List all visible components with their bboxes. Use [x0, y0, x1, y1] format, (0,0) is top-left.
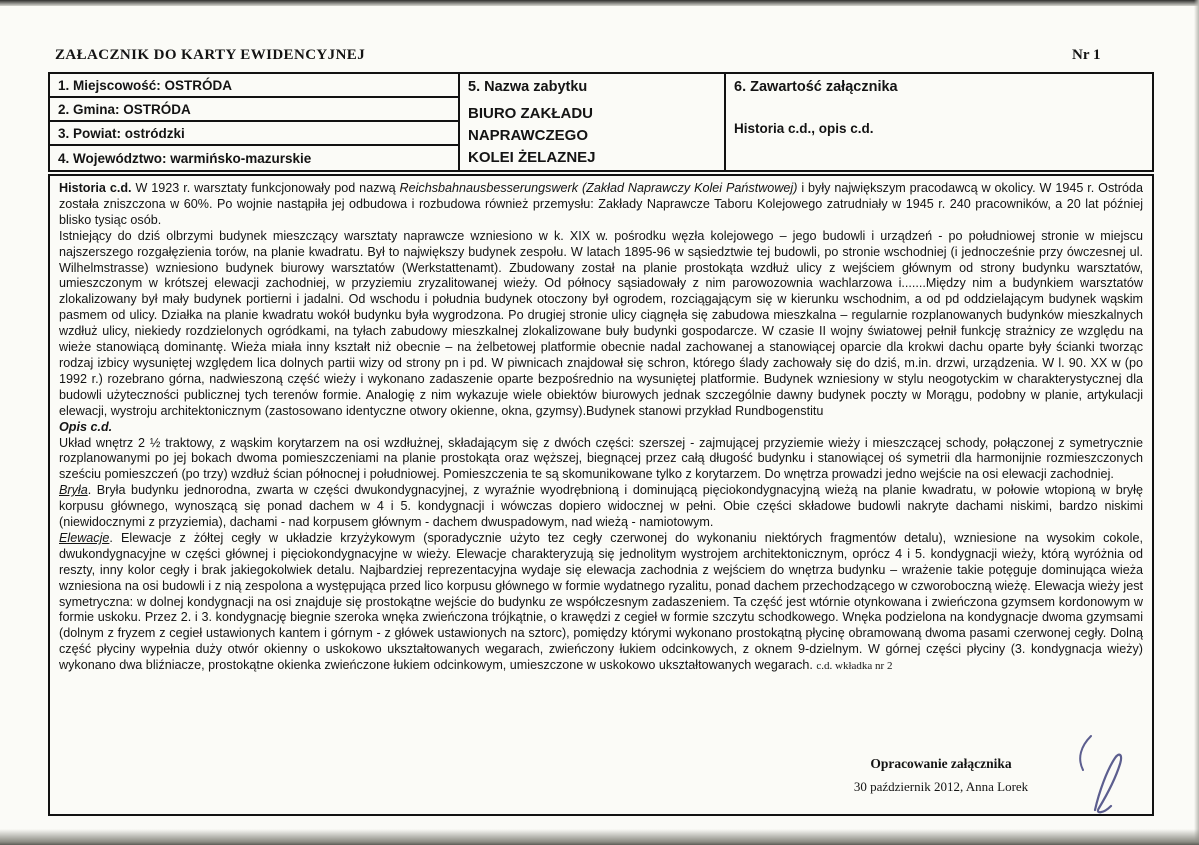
scan-edge-bottom — [0, 829, 1199, 845]
monument-cell — [460, 74, 726, 170]
signature-scribble — [1025, 732, 1135, 817]
body-box — [48, 174, 1154, 816]
text-segment: Elewacje — [59, 530, 110, 545]
text-segment: W 1923 r. warsztaty funkcjonowały pod nazwą — [131, 181, 400, 195]
monument-name-line1: BIURO ZAKŁADU NAPRAWCZEGO — [468, 105, 593, 144]
footer-label: Opracowanie załącznika — [870, 756, 1012, 771]
attachment-header: 6. Zawartość załącznika — [734, 79, 898, 95]
monument-name — [468, 103, 716, 169]
field-miejscowosc: 1. Miejscowość: OSTRÓDA — [50, 74, 460, 98]
paragraph — [59, 483, 1143, 531]
attachment-content: Historia c.d., opis c.d. — [734, 121, 874, 136]
text-segment: Bryła — [59, 483, 88, 498]
attachment-cell — [726, 74, 1152, 170]
text-segment: Istniejący do dziś olbrzymi budynek mieszczący warsztaty naprawcze wzniesiono w k. XIX w. pośrodku węzła kolejowego – jego budowli i urządzeń - po południowej stronie w miejscu najszerszego rozgałęzienia torów, na planie kwadratu. Był to największy budynek zespołu. W latach 1895-96 w sąsiedztwie tej budowli, po stronie wschodniej (i jednocześnie przy ówczesnej ul. Wilhelmstrasse) wzniesiono budynek biurowy warsztatów (Werkstattenamt). Zbudowany został na planie prostokąta wzdłuż ulicy z wejściem głównym od strony budynku warsztatów, umieszczonym w krótszej elewacji zachodniej, w przyziemiu zryzalitowanej wieży. Od północy sąsiadowały z nim parowozownia wachlarzowa i.......Między nim a budynkiem warsztatów zlokalizowany był mały budynek portierni i jadalni. Od wschodu i południa budynek otoczony był ogrodem, rozciągającym się w kierunku wschodnim, a od pd oddzielającym budynek wąskim pasmem od ulicy. Działka na planie kwadratu wokół budynku była wygrodzona. Po drugiej stronie ulicy ciągnęła się zabudowa mieszkalna – regularnie rozplanowanych budynków mieszkalnych wzdłuż ulicy, niekiedy rozdzielonych ogródkami, na tyłach zabudowy mieszkalnej zlokalizowane buły budynki gospodarcze. W czasie II wojny światowej pełnił funkcję strażnicy ze względu na wieże stanowiącą dominantę. Wieża miała inny kształt niż obecnie – na żelbetowej platformie obecnie nadal zachowanej a stanowiącej oparcie dla krokwi dachu oparte były ścianki tworząc rodzaj izbicy wysuniętej względem lica dolnych partii wizy od strony pn i pd. W piwnicach znajdował się schron, którego ślady zachowały się do dziś, m.in. drzwi, urządzenia. W l. 90. XX w (po 1992 r.) rozebrano górna, nadwieszoną część wieży i wykonano zadaszenie oparte bezpośrednio na wysuniętej platformie. Budynek wzniesiony w stylu neogotyckim w charakterystycznej dla budowli użyteczności publicznej tych terenów formie. Analogię z nim wykazuje wiele obiektów biurowych jednak szczególnie dawny budynek poczty w Morągu, podobny w planie, artykulacji elewacji, wystroju architektonicznym (zastosowano identyczne otwory okienne, okna, gzymsy).Budynek stanowi przykład Rundbogenstitu — [59, 228, 1143, 418]
field-wojewodztwo: 4. Województwo: warmińsko-mazurskie — [50, 146, 460, 170]
text-segment: Reichsbahnausbesserungswerk (Zakład Naprawczy Kolei Państwowej) — [399, 181, 798, 195]
document-title: ZAŁACZNIK DO KARTY EWIDENCYJNEJ — [55, 47, 366, 63]
monument-name-line2: KOLEI ŻELAZNEJ — [468, 149, 596, 166]
text-segment: Układ wnętrz 2 ½ traktowy, z wąskim korytarzem na osi wzdłużnej, składającym się z dwóch części: szerszej - zajmującej przyziemie wieży i mieszczącej schody, połączonej z symetrycznie rozplanowanymi po jej bokach dwoma pomieszczeniami na planie prostokąta oraz węższej, biegnącej przez całą długość budynku i stanowiącej oś symetrii dla harmonijnie rozmieszczonych sześciu pomieszczeń (po trzy) wzdłuż ścian północnej i południowej. Pomieszczenia te są skomunikowane tylko z korytarzem. Do wnętrza prowadzi jedno wejście na osi elewacji zachodniej. — [59, 435, 1143, 482]
scan-edge-right — [1194, 0, 1199, 845]
text-segment: . Elewacje z żółtej cegły w układzie krzyżykowym (sporadycznie użyto tez cegły czerwonej do wykonaniu niektórych fragmentów detalu), wzniesione na wysokim cokole, dwukondygnacyjne w części głównej i pięciokondygnacyjne w wieży. Elewacje charakteryzują się jednolitym wystrojem architektonicznym, oprócz 4 i 5. kondygnacji wieży, którą wyróżnia od reszty, inny kolor cegły i brak jakiegokolwiek detalu. Najbardziej reprezentacyjna wydaje się elewacja zachodnia z wejściem do wnętrza budynku – wrażenie takie potęguje dominująca wieża wzniesiona na osi budowli i z nią zespolona a występująca przed lico korpusu głównego w formie wydatnego ryzalitu, ponad dachem przechodzącego w czworoboczną wieżę. Elewacja wieży jest symetryczna: w dolnej kondygnacji na osi znajduje się prostokątne wejście do budynku ze współczesnym zadaszeniem. Ta część jest wtórnie otynkowana i zwieńczona gzymsem kordonowym w formie uskoku. Przez 2. i 3. kondygnację biegnie szeroka wnęka zwieńczona trójkątnie, o krawędzi z cegieł w formie szczytu schodkowego. Wnęka podzielona na kondygnacje dwoma gzymsami (dolnym z fryzem z cegieł ustawionych kantem i górnym - z główek ustawionych na sztorc), pomiędzy którymi wykonano prostokątną płycinę obramowaną dwoma pasami czerwonej cegły. Dolną część płyciny wypełnia duży otwór okienny o uskokowo ukształtowanych wegarach, zwieńczony łukiem odcinkowych, z oknem 9-dzielnym. W górnej części płyciny (3. kondygnacja wieży) wykonano dwa bliźniacze, prostokątne okienka zwieńczone łukiem odcinkowym, umieszczone w uskokowo ukształtowanych wegarach. — [59, 530, 1143, 673]
text-segment: . Bryła budynku jednorodna, zwarta w części dwukondygnacyjnej, z wyraźnie wyodrębnioną i dominującą pięciokondygnacyjną wieżą na planie kwadratu, w połowie wtopioną w bryłę korpusu głównego, wynoszącą się ponad dachem w 4 i 5. kondygnacji i wówczas dopiero widocznej w pełni. Obie części składowe budowli nakryte dachami niskimi, bardzo niskimi (niewidocznymi z przyziemia), dachami - nad korpusem głównym - dachem dwuspadowym, nad wieżą - namiotowym. — [59, 483, 1143, 530]
page-number: Nr 1 — [1072, 47, 1101, 63]
text-segment: Opis c.d. — [59, 419, 113, 434]
scan-edge-top — [0, 0, 1199, 6]
body-text — [50, 176, 1152, 675]
paragraph — [59, 229, 1143, 420]
paragraph — [59, 436, 1143, 484]
paragraph — [59, 531, 1143, 675]
monument-header: 5. Nazwa zabytku — [468, 79, 588, 95]
field-powiat: 3. Powiat: ostródzki — [50, 122, 460, 146]
footer-date-author: 30 październik 2012, Anna Lorek — [853, 779, 1029, 794]
paragraph — [59, 420, 1143, 436]
form-table — [48, 72, 1154, 172]
text-segment: Historia c.d. — [59, 181, 132, 195]
paragraph — [59, 181, 1143, 229]
text-segment: c.d. wkładka nr 2 — [816, 660, 893, 673]
text-segment: i były największym pracodawcą w okolicy. W 1945 r. Ostróda została zniszczona w 60%. Po wojnie nastąpiła jej odbudowa i rozbudowa również przemysłu: Zakłady Naprawcze Taboru Kolejowego zatrudniały w 1945 r. 240 pracowników, a 20 lat później blisko tysiąc osób. — [59, 181, 1143, 227]
field-gmina: 2. Gmina: OSTRÓDA — [50, 98, 460, 122]
